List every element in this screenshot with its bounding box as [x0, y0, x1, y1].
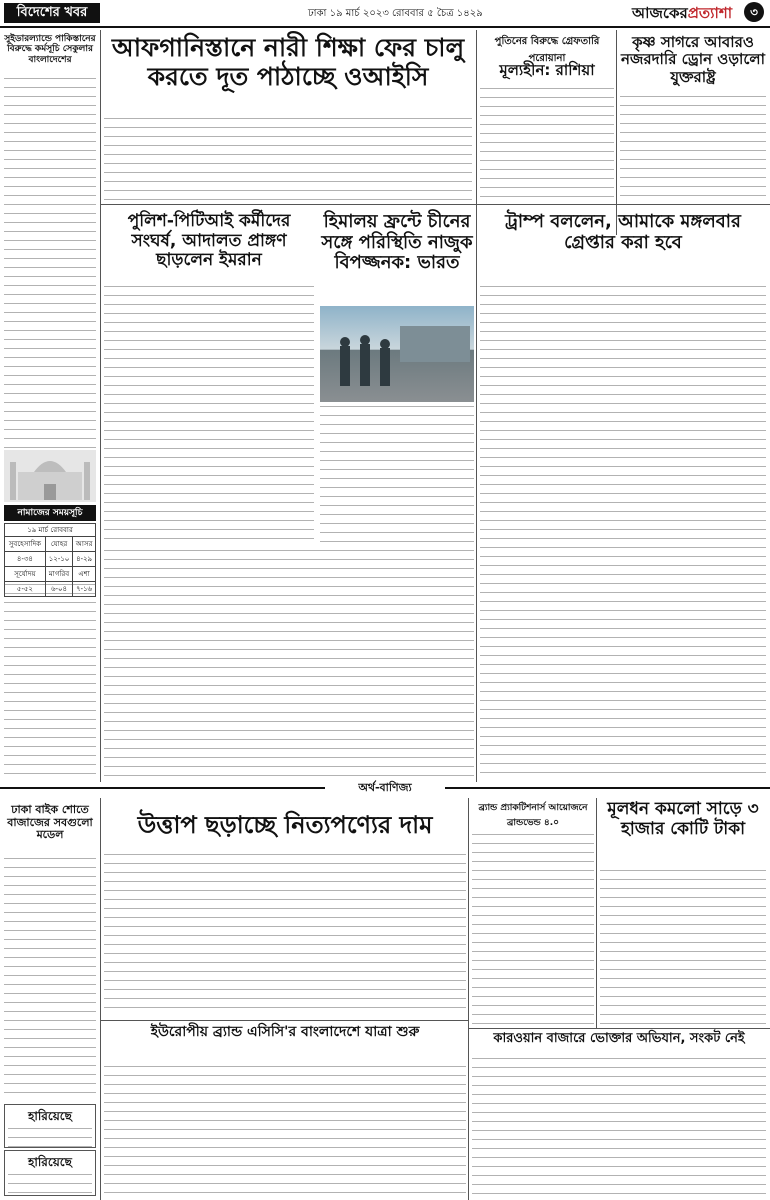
brand-kicker: ব্র্যান্ড প্র্যাকটিশনার্স আয়োজনে ব্রান্ডভেন্ড ৪.০ [478, 803, 588, 828]
himalaya-photo [320, 306, 474, 402]
himalaya-body [320, 406, 474, 546]
prices-body [104, 854, 466, 1016]
mosque-image [4, 450, 96, 502]
column-divider [476, 30, 477, 782]
economy-section-label: অর্থ-বাণিজ্য [325, 780, 445, 796]
europe-headline: ইউরোপীয় ব্র্যান্ড এসিসি'র বাংলাদেশে যাত্রা শুরু [150, 1024, 420, 1040]
prayer-times-title: নামাজের সময়সূচি [4, 505, 96, 521]
karwan-body [472, 1058, 766, 1196]
karwan-headline: কারওয়ান বাজারে ভোক্তার অভিযান, সংকট নেই [493, 1031, 745, 1046]
sweden-headline: সুইডারল্যান্ডে পাকিস্তানের বিরুদ্ধে কর্মসূচি সেকুলার বাংলাদেশের [4, 34, 96, 65]
sweden-body [4, 78, 96, 448]
putin-body [480, 88, 614, 202]
trump-headline: ট্রাম্প বললেন, আমাকে মঙ্গলবার গ্রেপ্তার করা হবে [505, 211, 741, 253]
page-number: ৩ [744, 2, 764, 22]
lost-notice [4, 1150, 96, 1196]
putin-kicker: পুতিনের বিরুদ্ধে গ্রেফতারি পরোয়ানা [494, 36, 600, 64]
prayer-times-table: ১৯ মার্চ রোববার সুবহেসাদিক যোহর আসর ৪-৩৪ ১২-১০ ৪-২৯ সূর্যোদয় মাগরিব এশা ৫-৫২ ৬-০৪ ৭-১৬ [4, 523, 96, 581]
prices-headline: উত্তাপ ছড়াচ্ছে নিত্যপণ্যের দাম [137, 811, 433, 839]
column-divider [596, 798, 597, 1028]
putin-headline: মূল্যহীন: রাশিয়া [499, 61, 595, 79]
column-divider [100, 30, 101, 782]
imran-body [104, 286, 314, 546]
capital-body [600, 870, 766, 1026]
section-label: বিদেশের খবর [4, 3, 100, 23]
lost-notice-title: হারিয়েছে [8, 1154, 92, 1174]
row-divider [468, 1028, 770, 1029]
blacksea-body [620, 96, 766, 202]
row-divider [100, 204, 476, 205]
bike-body [4, 858, 96, 1100]
imran-body-cont [104, 550, 474, 780]
row-divider [100, 1020, 468, 1021]
masthead-logo: আজকেরপ্রত্যাশা [632, 4, 733, 22]
prayer-date: ১৯ মার্চ রোববার [4, 523, 96, 536]
blacksea-headline: কৃষ্ণ সাগরে আবারও নজরদারি ড্রোন ওড়ালো যুক্তরাষ্ট্র [621, 33, 765, 86]
page-header [0, 0, 770, 28]
imran-headline: পুলিশ-পিটিআই কর্মীদের সংঘর্ষ, আদালত প্রাঙ্গণ ছাড়লেন ইমরান [127, 211, 291, 271]
lost-notice-title: হারিয়েছে [8, 1108, 92, 1128]
row-divider [476, 204, 770, 205]
column-divider [100, 798, 101, 1200]
capital-headline: মূলধন কমলো সাড়ে ৩ হাজার কোটি টাকা [607, 799, 759, 839]
column-divider [468, 798, 469, 1200]
lost-notice [4, 1104, 96, 1148]
himalaya-headline: হিমালয় ফ্রন্টে চীনের সঙ্গে পরিস্থিতি নাজুক বিপজ্জনক: ভারত [321, 211, 473, 274]
europe-body [104, 1066, 466, 1196]
afghan-body [104, 118, 472, 202]
afghan-headline: আফগানিস্তানে নারী শিক্ষা ফের চালু করতে দূত পাঠাচ্ছে ওআইসি [111, 33, 465, 91]
left-column-body [4, 584, 96, 780]
brand-body [472, 834, 594, 1026]
page-date: ঢাকা ১৯ মার্চ ২০২৩ রোববার ৫ চৈত্র ১৪২৯ [308, 8, 483, 19]
bike-headline: ঢাকা বাইক শোতে বাজাজের সবগুলো মডেল [7, 803, 93, 842]
trump-body [480, 286, 766, 780]
